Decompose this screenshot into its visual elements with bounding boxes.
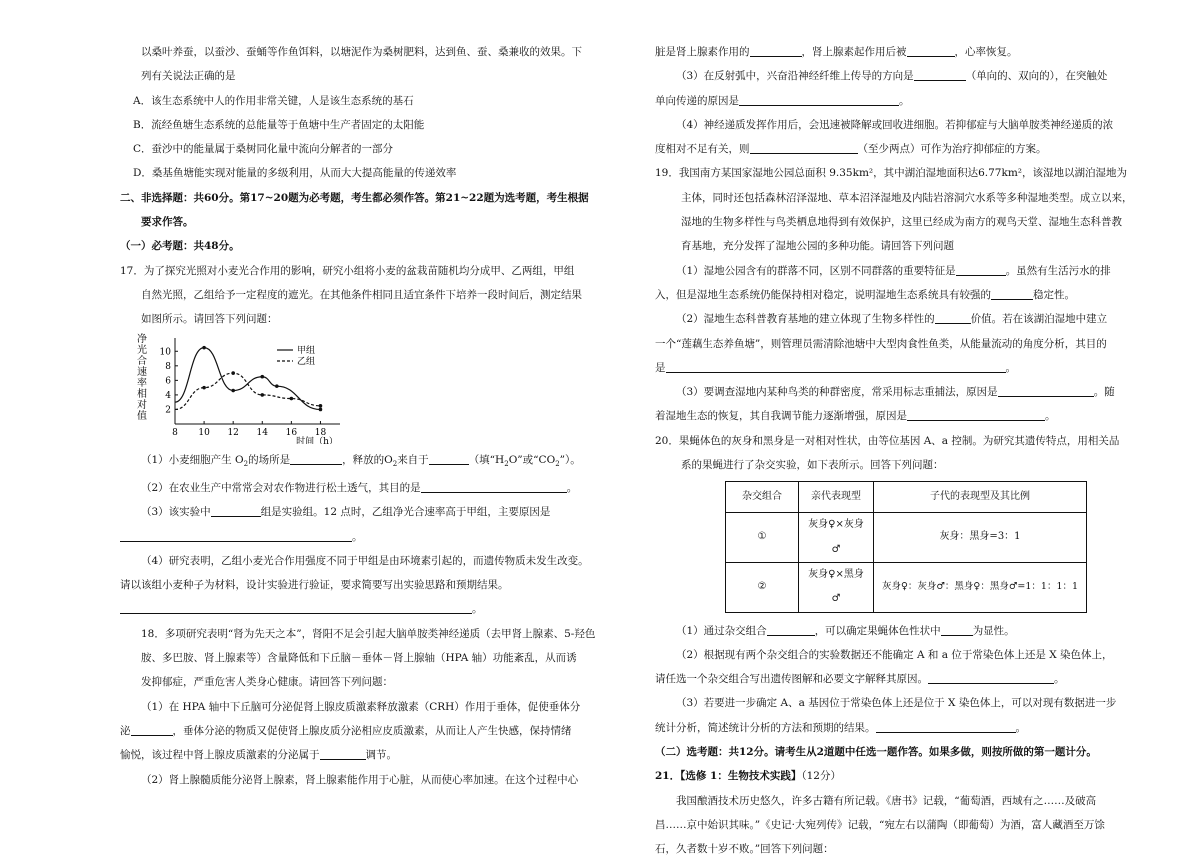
data-point — [260, 374, 264, 378]
q19-part3-cont: 着湿地生态的恢复，其自我调节能力逐渐增强，原因是 。 — [655, 410, 1056, 423]
photosynthesis-chart — [120, 332, 608, 444]
section-required-heading: （一）必考题：共48分。 — [120, 240, 240, 253]
section-2-heading-cont: 要求作答。 — [141, 216, 194, 229]
q16-option-a: A．该生态系统中人的作用非常关键，人是该生态系统的基石 — [133, 94, 414, 107]
y-axis-label-char: 对 — [137, 399, 147, 411]
y-axis-label-char: 率 — [137, 377, 147, 389]
cross-table — [725, 481, 1087, 612]
q18-part2: （2）肾上腺髓质能分泌肾上腺素，肾上腺素能作用于心脏，从而使心率加速。在这个过程中心 — [141, 773, 579, 786]
x-tick-label: 12 — [227, 427, 239, 438]
q19-part1: （1）湿地公园含有的群落不同，区别不同群落的重要特征是 。虽然有生活污水的排 — [676, 264, 1111, 277]
q18-part4-cont: 度相对不足有关，则 （至少两点）可作为治疗抑郁症的方案。 — [655, 143, 1047, 156]
q17-stem-line3: 如图所示。请回答下列问题： — [141, 313, 278, 326]
table-row — [726, 562, 1087, 612]
q19-part2-cont: 一个“莲藕生态养鱼塘”，则管理员需清除池塘中大型肉食性鱼类，从能量流动的角度分析，其目的 — [655, 337, 1107, 350]
legend-label: 乙组 — [297, 356, 316, 367]
q19-part1-cont: 入，但是湿地生态系统仍能保持相对稳定，说明湿地生态系统具有较强的 稳定性。 — [655, 288, 1075, 301]
table-header: 子代的表现型及其比例 — [874, 482, 1087, 513]
section-elective-heading: （二）选考题：共12分。请考生从2道题中任选一题作答。如果多做，则按所做的第一题计分。 — [655, 746, 1097, 759]
q19-part3: （3）要调查湿地内某种鸟类的种群密度，常采用标志重捕法，原因是 。随 — [676, 386, 1115, 399]
table-header: 亲代表现型 — [799, 482, 874, 513]
q20-stem-line1: 20．果蝇体色的灰身和黑身是一对相对性状，由等位基因 A、a 控制。为研究其遗传特点，用相关品 — [655, 434, 1120, 447]
x-tick-label: 14 — [256, 427, 268, 438]
q20-stem-line2: 系的果蝇进行了杂交实验，如下表所示。回答下列问题： — [681, 459, 944, 472]
q17-stem-line2: 自然光照，乙组给予一定程度的遮光。在其他条件相同且适宜条件下培养一段时间后，测定结果 — [141, 288, 582, 301]
left-column — [120, 40, 608, 792]
legend-label: 甲组 — [297, 345, 316, 356]
q16-stem-line1: 以桑叶养蚕，以蚕沙、蚕蛹等作鱼饵料，以塘泥作为桑树肥料，达到鱼、蚕、桑兼收的效果。下 — [141, 46, 582, 58]
data-point — [260, 393, 264, 397]
q18-part2-cont: 脏是肾上腺素作用的 ，肾上腺素起作用后被 ，心率恢复。 — [655, 46, 1018, 58]
y-axis-label-char: 值 — [137, 410, 147, 422]
x-tick-label: 18 — [314, 427, 327, 438]
table-cell: 灰身♀：灰身♂：黑身♀：黑身♂=1：1：1：1 — [874, 562, 1087, 612]
data-point — [290, 396, 294, 400]
q21-title: 21．【选修 1：生物技术实践】（12分） — [655, 770, 841, 783]
q21-stem-line2: 昌……京中始识其味。”《史记·大宛列传》记载，“宛左右以蒲陶（即葡萄）为酒，富人藏酒至万馀 — [655, 818, 1105, 831]
q20-part3: （3）若要进一步确定 A、a 基因位于常染色体上还是位于 X 染色体上，可以对现有数据进一步 — [676, 697, 1117, 710]
q21-stem-line3: 石，久者数十岁不败。”回答下列问题： — [655, 843, 834, 856]
x-tick-label: 8 — [172, 427, 178, 438]
table-cell: ① — [726, 513, 799, 563]
q17-part3: （3）该实验中 组是实验组。12 点时，乙组净光合速率高于甲组，主要原因是 — [141, 506, 551, 519]
q20-part2-cont: 请任选一个杂交组合写出遗传图解和必要文字解释其原因。 。 — [655, 673, 1065, 686]
table-cell: 灰身♀×黑身♂ — [799, 562, 874, 612]
q18-stem-line1: 18．多项研究表明“肾为先天之本”，肾阳不足会引起大脑单胺类神经递质（去甲肾上腺素、5-羟色 — [141, 627, 596, 640]
q17-part4: （4）研究表明，乙组小麦光合作用强度不同于甲组是由环境素引起的，而遗传物质未发生改变。 — [141, 554, 589, 567]
data-point — [319, 404, 323, 408]
q18-stem-line3: 发抑郁症，严重危害人类身心健康。请回答下列问题： — [141, 676, 393, 689]
q17-part3-answer-line: 。 — [120, 525, 608, 549]
section-2-heading: 二、非选择题：共60分。第17~20题为必考题，考生都必须作答。第21~22题为选考题，考生根据 — [120, 191, 589, 204]
q17-part4-cont: 请以该组小麦种子为材料，设计实验进行验证，要求简要写出实验思路和预期结果。 — [120, 579, 509, 592]
right-column — [655, 40, 1143, 862]
q19-stem-line2: 主体，同时还包括森林沼泽湿地、草本沼泽湿地及内陆岩溶洞穴水系等多种湿地类型。成立以来， — [681, 191, 1133, 204]
series-line-2 — [175, 373, 320, 409]
y-axis-label-char: 相 — [137, 388, 147, 400]
x-tick-label: 16 — [285, 427, 298, 438]
y-tick-label: 8 — [165, 361, 171, 372]
q19-stem-line1: 19．我国南方某国家湿地公园总面积 9.35km²，其中湖泊湿地面积达6.77km²，该湿地以湖泊湿地为 — [655, 167, 1128, 180]
q17-stem-line1: 17．为了探究光照对小麦光合作用的影响，研究小组将小麦的盆栽苗随机均分成甲、乙两组，甲组 — [120, 264, 575, 277]
q19-part2-cont2: 是 。 — [655, 361, 1016, 374]
q18-part1-cont2: 愉悦，该过程中肾上腺皮质激素的分泌属于 调节。 — [120, 749, 397, 762]
q20-part3-cont: 统计分析，简述统计分析的方法和预期的结果。 。 — [655, 721, 1026, 734]
table-cell: ② — [726, 562, 799, 612]
q16-option-c: C．蚕沙中的能量属于桑树同化量中流向分解者的一部分 — [133, 143, 394, 156]
q17-part1: （1）小麦细胞产生 $O_2$的场所是 ，释放的$O_2$来自于 （填“$H_2O$”或“$CO_2$”）。 — [141, 453, 581, 468]
y-axis-label-char: 净 — [137, 333, 147, 345]
table-row — [726, 513, 1087, 563]
q18-part4: （4）神经递质发挥作用后，会迅速被降解或回收进细胞。若抑郁症与大脑单胺类神经递质的浓 — [676, 118, 1114, 131]
q18-stem-line2: 胺、多巴胺、肾上腺素等）含量降低和下丘脑－垂体－肾上腺轴（HPA 轴）功能紊乱，从而诱 — [141, 652, 577, 665]
data-point — [319, 407, 323, 411]
table-cell: 灰身♀×灰身♂ — [799, 513, 874, 563]
q19-stem-line3: 湿地的生物多样性与鸟类栖息地得到有效保护，这里已经成为南方的观鸟天堂、湿地生态科普教 — [681, 216, 1122, 229]
y-axis-label-char: 合 — [137, 355, 147, 367]
q18-part3-cont: 单向传递的原因是 。 — [655, 94, 910, 107]
data-point — [231, 371, 235, 375]
y-tick-label: 4 — [165, 390, 171, 401]
y-tick-label: 10 — [159, 346, 171, 357]
q18-part1-cont: 泌 ，垂体分泌的物质又促使肾上腺皮质分泌相应皮质激素，从而让人产生快感，保持情绪 — [120, 724, 572, 737]
table-cell: 灰身：黑身=3：1 — [874, 513, 1087, 563]
q20-part1: （1）通过杂交组合 ，可以确定果蝇体色性状中 为显性。 — [676, 624, 1015, 637]
q16-stem-line2: 列有关说法正确的是 — [141, 70, 236, 83]
y-tick-label: 6 — [165, 375, 171, 386]
y-axis-label-char: 速 — [137, 366, 147, 378]
chart-svg — [120, 332, 340, 444]
y-axis-label-char: 光 — [137, 344, 147, 356]
data-point — [202, 385, 206, 389]
q17-part2: （2）在农业生产中常常会对农作物进行松土透气，其目的是 。 — [141, 481, 578, 494]
table-header-row — [726, 482, 1087, 513]
q19-stem-line4: 育基地，充分发挥了湿地公园的多种功能。请回答下列问题 — [681, 240, 954, 253]
q16-option-b: B．流经鱼塘生态系统的总能量等于鱼塘中生产者固定的太阳能 — [133, 118, 425, 131]
data-point — [202, 345, 206, 349]
q18-part3: （3）在反射弧中，兴奋沿神经纤维上传导的方向是 （单向的、双向的），在突触处 — [676, 70, 1108, 83]
q18-part1: （1）在 HPA 轴中下丘脑可分泌促肾上腺皮质激素释放激素（CRH）作用于垂体，促使垂体分 — [141, 700, 581, 713]
y-tick-label: 2 — [165, 405, 171, 416]
x-axis-label: 时间（h） — [296, 436, 338, 444]
q21-stem-line1: 我国酿酒技术历史悠久，许多古籍有所记载。《唐书》记载，“葡萄酒，西域有之……及破高 — [676, 794, 1097, 807]
x-tick-label: 10 — [198, 427, 210, 438]
q19-part2: （2）湿地生态科普教育基地的建立体现了生物多样性的 价值。若在该湖泊湿地中建立 — [676, 313, 1108, 326]
q20-part2: （2）根据现有两个杂交组合的实验数据还不能确定 A 和 a 位于常染色体上还是 X 染色体上， — [676, 648, 1113, 661]
data-point — [275, 384, 279, 388]
q16-option-d: D．桑基鱼塘能实现对能量的多级利用，从而大大提高能量的传递效率 — [133, 167, 457, 180]
data-point — [231, 388, 235, 392]
q17-part4-answer-line: 。 — [120, 597, 608, 621]
table-header: 杂交组合 — [726, 482, 799, 513]
